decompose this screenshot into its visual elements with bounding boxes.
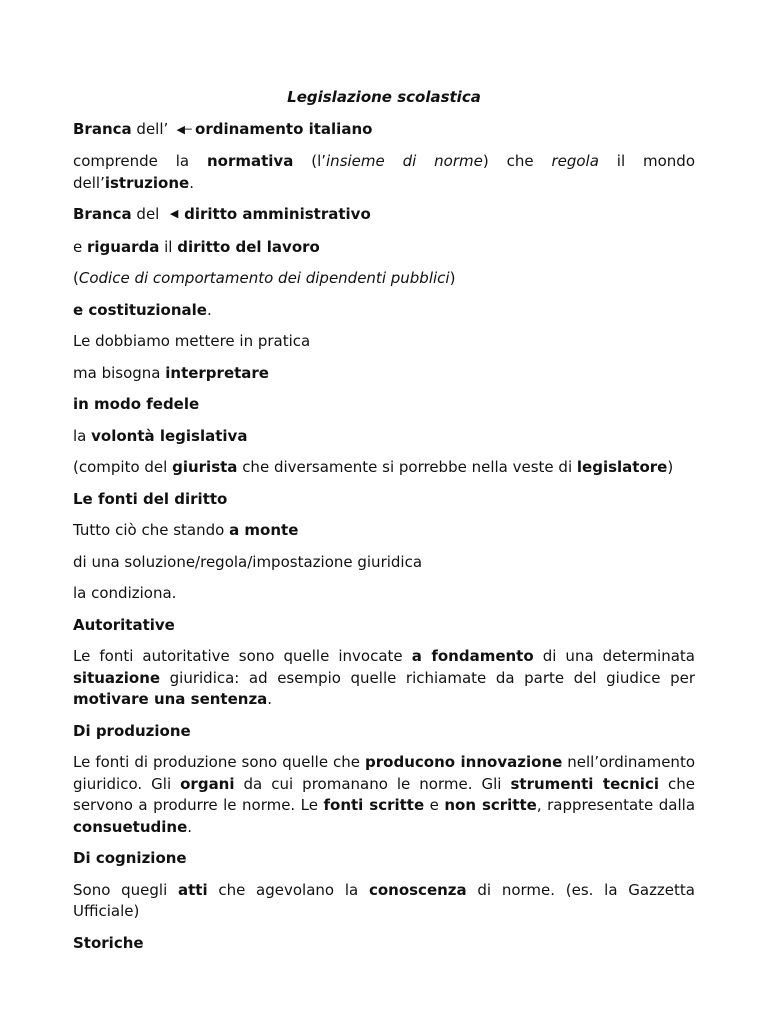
paragraph-7: Le dobbiamo mettere in pratica [73, 332, 311, 350]
paragraph-9 [73, 394, 695, 416]
text-italic: Codice di comportamento dei dipendenti pubblici [78, 269, 450, 287]
text-bold: ordinamento italiano [195, 119, 373, 138]
heading-text: Le fonti del diritto [73, 489, 228, 508]
text: nell’ordinamento giuridico. Gli [73, 753, 695, 793]
text: dell’ [131, 119, 174, 138]
paragraph-8 [73, 363, 695, 385]
text: che diversamente si porrebbe nella veste di [237, 458, 577, 476]
section-heading-storiche [73, 933, 695, 955]
text-bold: fonti scritte [323, 796, 425, 814]
paragraph-2 [73, 151, 695, 194]
paragraph-15: la condiziona. [73, 584, 177, 602]
text-bold: a monte [229, 521, 299, 539]
section-heading-fonti [73, 489, 695, 511]
paragraph-1 [73, 119, 695, 142]
text: Le fonti di produzione sono quelle che [73, 753, 366, 771]
section-heading-cognizione [73, 848, 695, 870]
text: . [267, 690, 273, 708]
text: Sono quegli [73, 880, 178, 899]
text: che agevolano la [207, 880, 369, 899]
text-bold: e costituzionale [73, 300, 207, 319]
text: e [73, 237, 87, 256]
text-bold: istruzione [104, 173, 190, 192]
text: che servono a produrre le norme. Le [73, 774, 695, 814]
text-bold: diritto amministrativo [184, 205, 371, 223]
text: di una determinata [533, 647, 695, 665]
text-bold: situazione [73, 668, 161, 687]
document-title: Legislazione scolastica [287, 88, 481, 106]
text-italic: insieme di norme [326, 152, 483, 170]
paragraph-4 [73, 237, 695, 259]
text: la [73, 426, 92, 445]
text: del [131, 205, 165, 223]
section-heading-produzione [73, 721, 695, 743]
text: Le fonti autoritative sono quelle invocate [73, 647, 412, 665]
text: . [206, 300, 212, 319]
paragraph-14: di una soluzione/regola/impostazione giuridica [73, 552, 423, 571]
text: il mondo dell’ [73, 152, 695, 192]
paragraph-11 [73, 457, 695, 479]
text-bold: non scritte [444, 796, 537, 814]
text: ma bisogna [73, 363, 166, 382]
text-bold: a fondamento [411, 647, 534, 665]
paragraph-21 [73, 880, 695, 923]
text: . [187, 817, 193, 836]
heading-text: Di cognizione [73, 849, 187, 867]
text: ) che [482, 152, 552, 170]
text-bold: organi [180, 774, 235, 793]
text-bold: motivare una sentenza [73, 690, 268, 708]
paragraph-3 [73, 204, 695, 227]
text: ) [667, 458, 674, 476]
heading-text: Di produzione [73, 721, 191, 740]
text: , rappresentate dalla [536, 796, 696, 814]
text-bold: atti [177, 880, 208, 899]
arrow-left-icon: ◀─ [176, 122, 192, 136]
paragraph-10 [73, 426, 695, 448]
text-bold: conoscenza [368, 880, 467, 899]
paragraph-19 [73, 752, 695, 838]
text: ) [449, 269, 456, 287]
text-bold: in modo fedele [73, 395, 200, 413]
text-bold: normativa [206, 152, 294, 170]
text: da cui promanano le norme. Gli [234, 774, 511, 793]
text-bold: producono innovazione [365, 753, 563, 771]
text-bold: Branca [73, 205, 132, 223]
text: ( [73, 269, 79, 287]
heading-text: Storiche [73, 933, 144, 952]
text: di norme. (es. la Gazzetta Ufficiale) [73, 880, 695, 920]
text-bold: legislatore [576, 458, 668, 476]
text-bold: diritto del lavoro [177, 237, 320, 256]
heading-text: Autoritative [73, 615, 175, 634]
text-bold: consuetudine [73, 817, 188, 836]
text-bold: interpretare [165, 363, 269, 382]
text: (l’ [293, 152, 327, 170]
paragraph-5 [73, 268, 695, 290]
text-bold: volontà legislativa [91, 426, 248, 445]
section-heading-autoritative [73, 615, 695, 637]
text-bold: riguarda [87, 237, 160, 256]
text: (compito del [73, 458, 173, 476]
text-italic: regola [551, 152, 599, 170]
text: comprende la [73, 152, 207, 170]
paragraph-13 [73, 520, 695, 542]
text-bold: Branca [73, 119, 132, 138]
text-bold: giurista [172, 458, 238, 476]
text: giuridica: ad esempio quelle richiamate da parte del giudice per [160, 668, 695, 687]
text: . [189, 173, 194, 192]
paragraph-17 [73, 646, 695, 711]
document-body [73, 87, 695, 964]
text: Tutto ciò che stando [73, 521, 230, 539]
paragraph-6 [73, 300, 695, 322]
triangle-left-icon: ◀ [169, 207, 179, 220]
text: il [159, 237, 178, 256]
text: e [424, 796, 445, 814]
text-bold: strumenti tecnici [510, 774, 659, 793]
